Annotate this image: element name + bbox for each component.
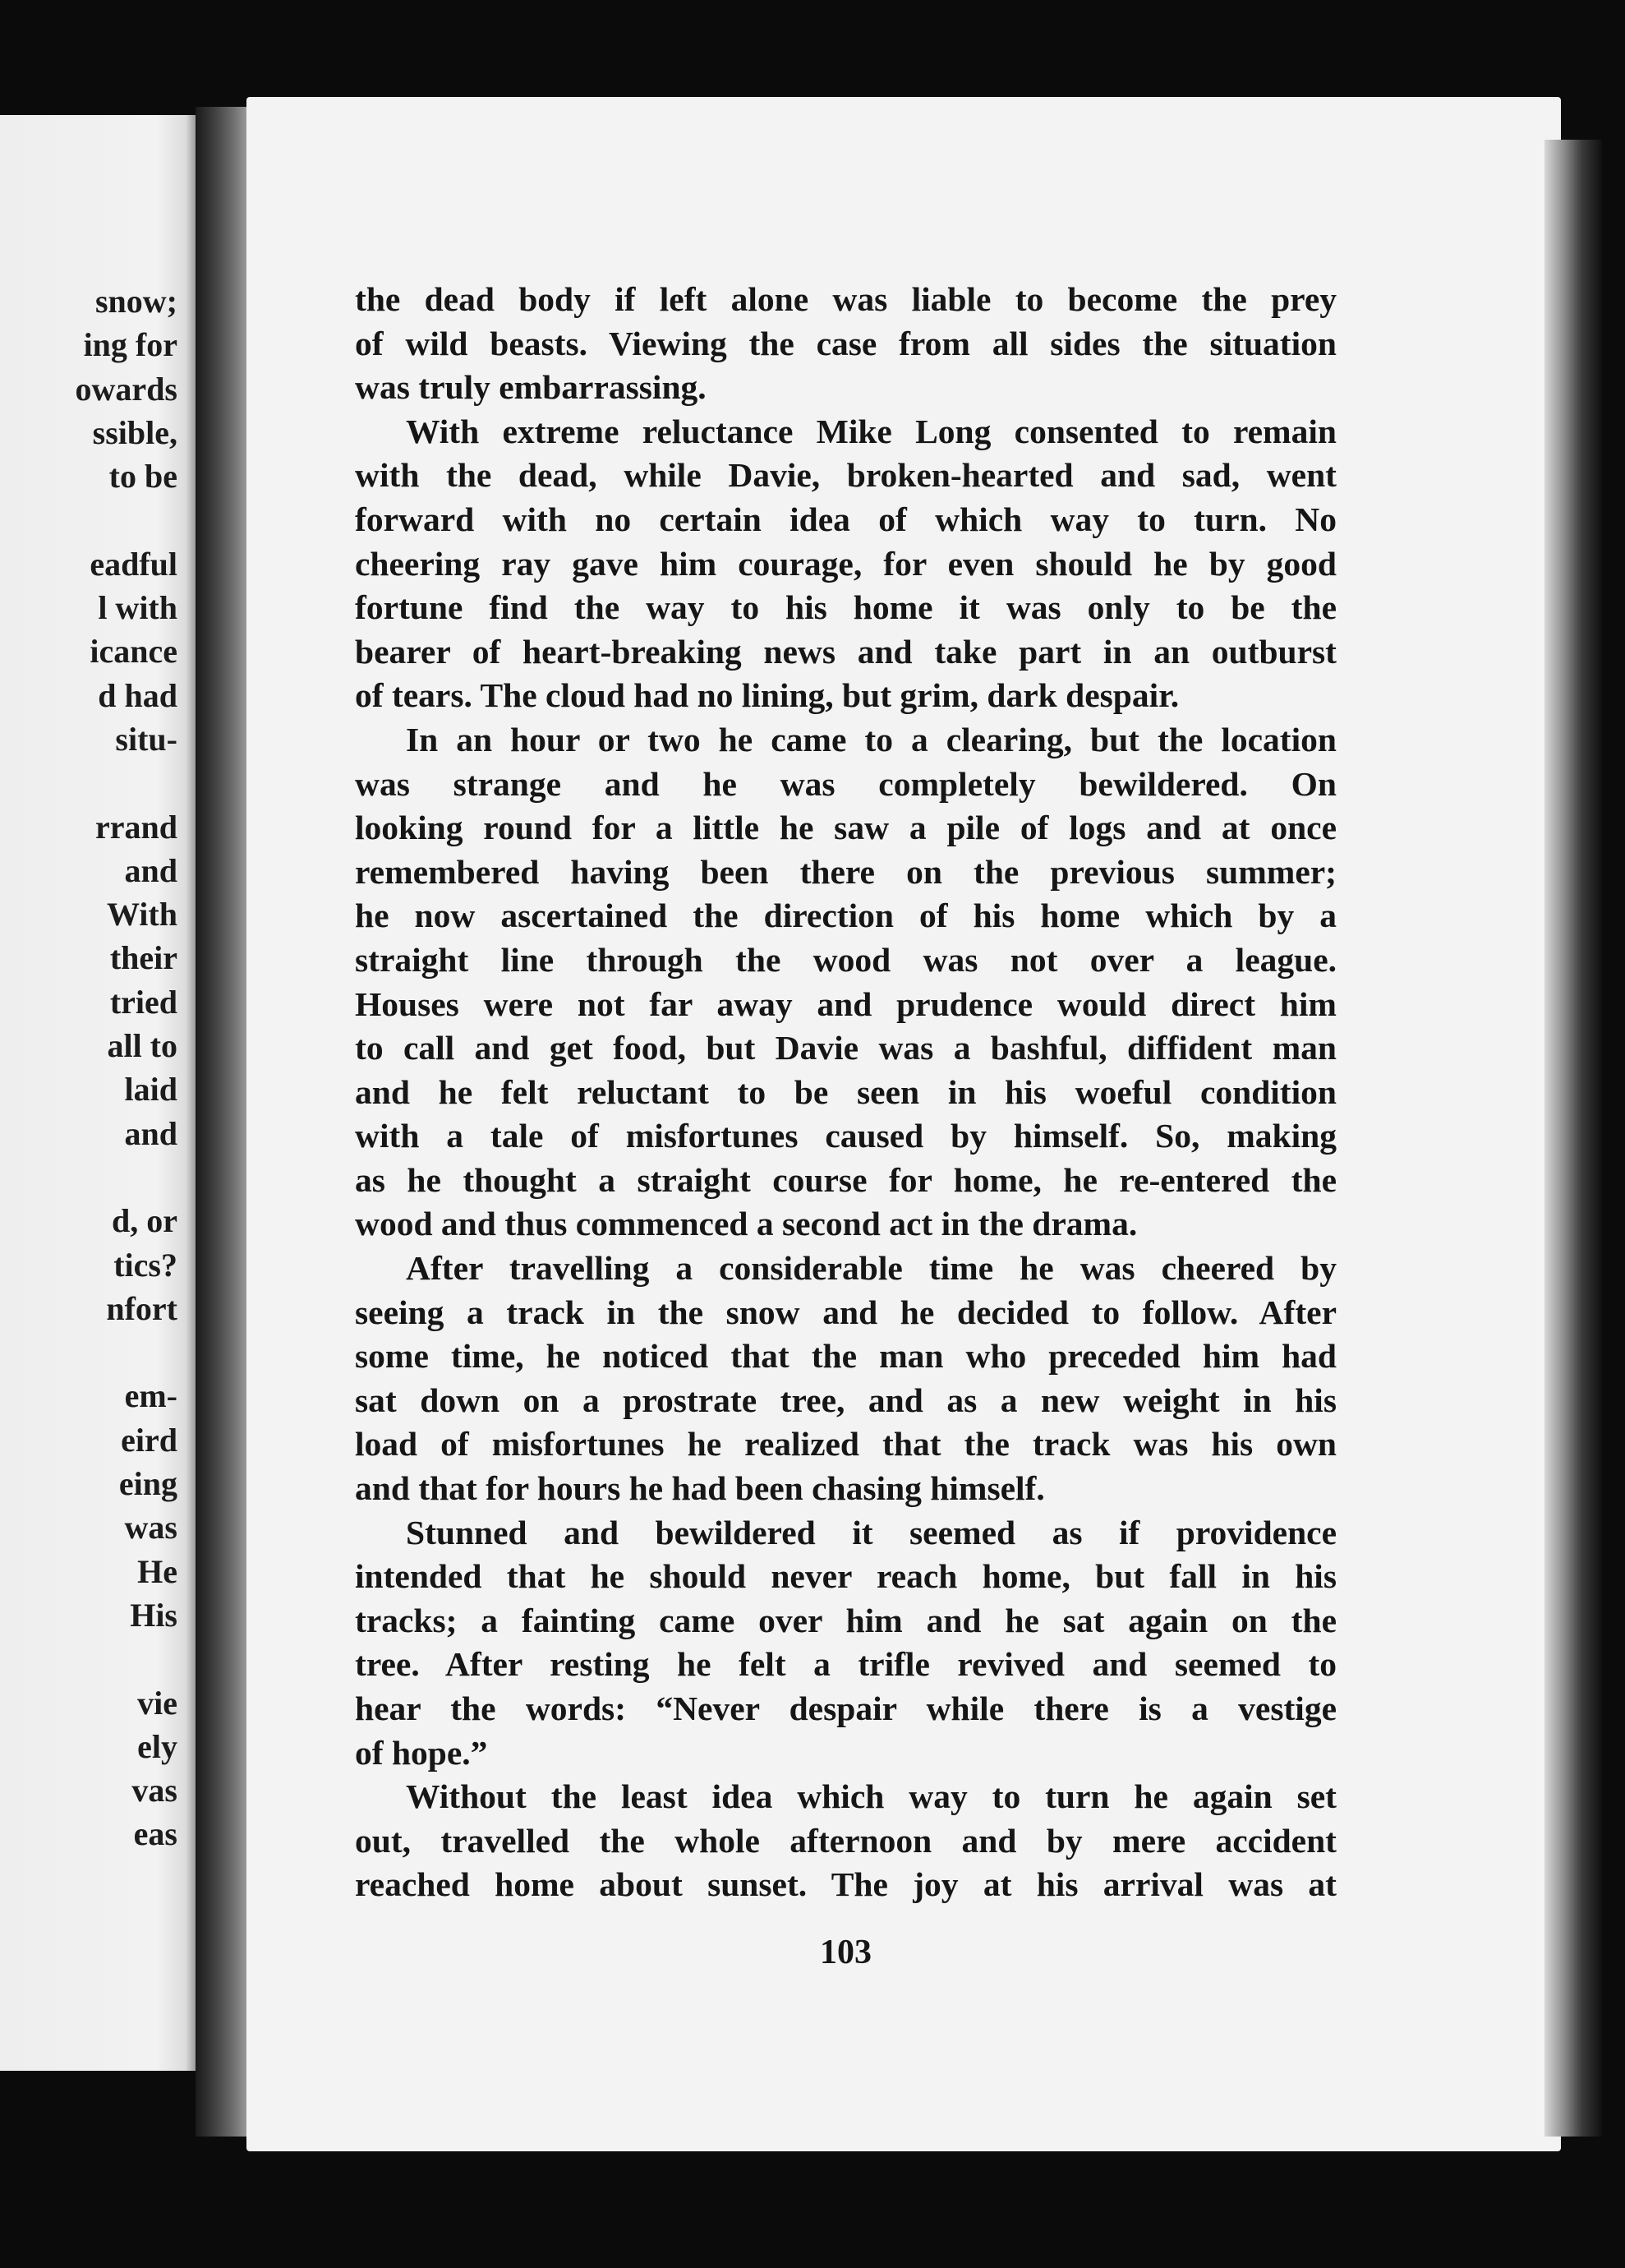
page-number: 103	[820, 1934, 872, 1971]
facing-page-line: rrand	[95, 808, 177, 846]
text-line: looking round for a little he saw a pile of logs and at once	[355, 809, 1337, 847]
facing-page-line: to be	[108, 458, 177, 496]
facing-page-line: d, or	[112, 1202, 177, 1240]
text-line: Houses were not far away and prudence would direct him	[355, 984, 1337, 1023]
text-line: hear the words: “Never despair while there is a vestige	[355, 1689, 1337, 1727]
text-line: to call and get food, but Davie was a bashful, diffident man	[355, 1029, 1337, 1067]
facing-page-line: snow;	[94, 283, 177, 320]
facing-page-line: their	[109, 939, 177, 977]
facing-page-line: owards	[75, 370, 177, 408]
text-line: of wild beasts. Viewing the case from all sides the situation	[355, 324, 1337, 362]
facing-page-line: all to	[107, 1027, 177, 1065]
facing-page-line: ely	[137, 1727, 177, 1765]
facing-page-line: d had	[98, 676, 177, 714]
facing-page-line: icance	[90, 633, 177, 671]
text-line: remembered having been there on the previous summer;	[355, 852, 1337, 891]
facing-page-line: em-	[124, 1377, 177, 1415]
facing-page-line: His	[130, 1596, 177, 1634]
text-line: of tears. The cloud had no lining, but grim, dark despair.	[355, 676, 1180, 715]
text-line: some time, he noticed that the man who preceded him had	[355, 1337, 1337, 1376]
facing-page-line: and	[124, 851, 177, 889]
text-line: sat down on a prostrate tree, and as a new weight in his	[355, 1381, 1337, 1419]
text-line: was truly embarrassing.	[355, 368, 707, 407]
text-line: cheering ray gave him courage, for even should he by good	[355, 544, 1337, 583]
facing-page-left	[0, 115, 196, 2071]
facing-page-line: With	[107, 896, 177, 933]
text-line: In an hour or two he came to a clearing, but the location	[406, 720, 1337, 758]
facing-page-line: and	[124, 1114, 177, 1152]
text-line: and that for hours he had been chasing himself.	[355, 1469, 1045, 1508]
text-line: bearer of heart-breaking news and take part in an outburst	[355, 632, 1337, 671]
facing-page-line: was	[124, 1509, 177, 1547]
text-line: the dead body if left alone was liable to become the prey	[355, 280, 1337, 318]
facing-page-line: eing	[118, 1465, 177, 1503]
text-line: intended that he should never reach home, but fall in his	[355, 1557, 1337, 1596]
facing-page-line: tried	[109, 983, 177, 1021]
facing-page-line: tics?	[113, 1246, 177, 1284]
text-line: tracks; a fainting came over him and he sat again on the	[355, 1601, 1337, 1639]
text-line: fortune find the way to his home it was only to be the	[355, 588, 1337, 627]
facing-page-line: eas	[133, 1815, 177, 1853]
text-line: of hope.”	[355, 1733, 488, 1772]
text-line: After travelling a considerable time he was cheered by	[406, 1249, 1337, 1288]
facing-page-line: He	[137, 1552, 177, 1590]
facing-page-line	[0, 498, 177, 542]
text-line: out, travelled the whole afternoon and by mere accident	[355, 1821, 1337, 1860]
page-edge-shadow	[1544, 140, 1602, 2137]
facing-page-line: vas	[131, 1772, 177, 1809]
text-line: load of misfortunes he realized that the track was his own	[355, 1425, 1337, 1464]
text-line: tree. After resting he felt a trifle revived and seemed to	[355, 1645, 1337, 1684]
facing-page-text	[0, 279, 177, 1856]
text-line: as he thought a straight course for home, he re-entered the	[355, 1160, 1337, 1199]
facing-page-line	[0, 1330, 177, 1374]
text-line: Stunned and bewildered it seemed as if providence	[406, 1513, 1337, 1551]
facing-page-line: laid	[124, 1071, 177, 1109]
text-line: he now ascertained the direction of his home which by a	[355, 897, 1337, 935]
text-line: wood and thus commenced a second act in the drama.	[355, 1205, 1138, 1243]
text-line: with the dead, while Davie, broken-hearted and sad, went	[355, 456, 1337, 495]
text-line: reached home about sunset. The joy at his arrival was at	[355, 1865, 1337, 1904]
facing-page-line: ing for	[83, 326, 177, 364]
facing-page-line: eadful	[90, 545, 177, 583]
text-line: with a tale of misfortunes caused by himself. So, making	[355, 1117, 1337, 1155]
text-line: seeing a track in the snow and he decided to follow. After	[355, 1293, 1337, 1331]
text-line: With extreme reluctance Mike Long consented to remain	[406, 412, 1337, 450]
text-line: and he felt reluctant to be seen in his woeful condition	[355, 1072, 1337, 1111]
text-line: was strange and he was completely bewildered. On	[355, 764, 1337, 803]
facing-page-line	[0, 1155, 177, 1199]
facing-page-line: vie	[137, 1684, 177, 1722]
text-line: Without the least idea which way to turn he again set	[406, 1777, 1337, 1816]
facing-page-line	[0, 1637, 177, 1680]
text-line: forward with no certain idea of which way to turn. No	[355, 500, 1337, 538]
facing-page-line: l with	[98, 589, 177, 627]
facing-page-line: situ-	[115, 720, 177, 758]
facing-page-line	[0, 761, 177, 804]
facing-page-line: nfort	[106, 1289, 177, 1327]
text-line: straight line through the wood was not over a league.	[355, 940, 1337, 979]
facing-page-line: ssible,	[92, 413, 177, 451]
page-body-text	[355, 278, 1337, 1907]
facing-page-line: eird	[121, 1421, 177, 1459]
